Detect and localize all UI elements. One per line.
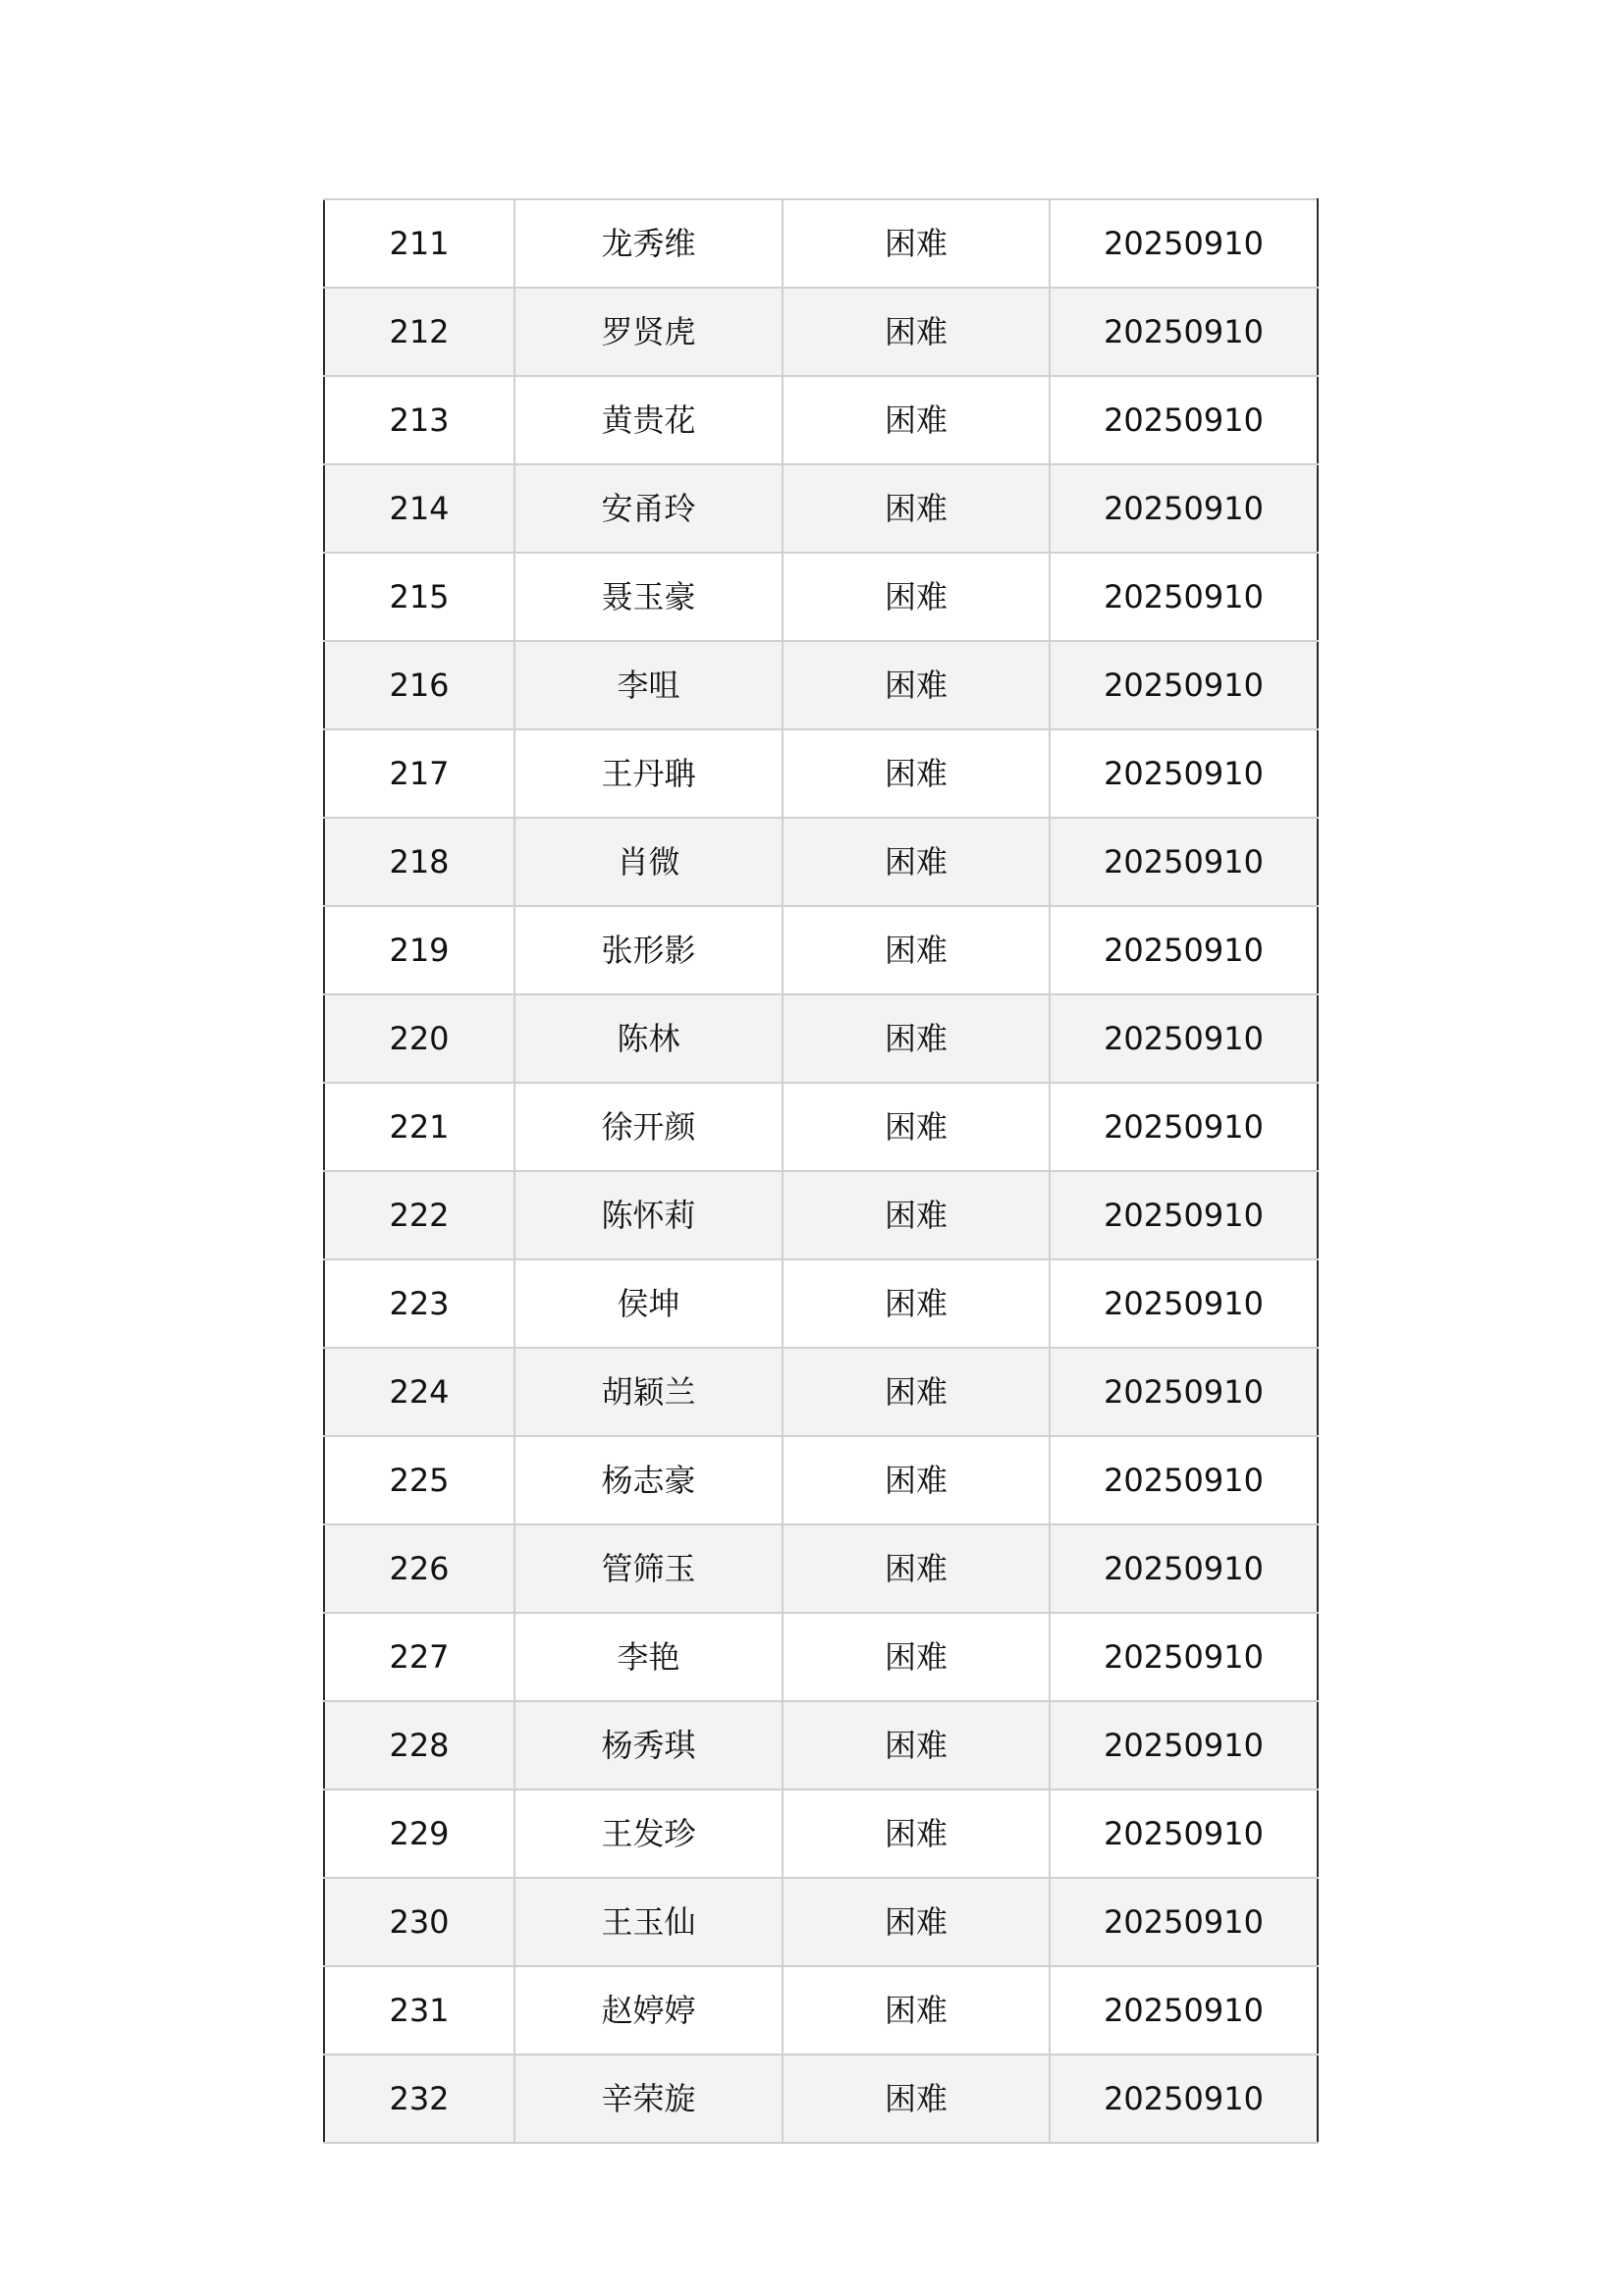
person-name: 王发珍 — [514, 1789, 783, 1878]
row-number: 224 — [324, 1348, 514, 1436]
person-name: 龙秀维 — [514, 199, 783, 288]
category: 困难 — [783, 1524, 1050, 1613]
person-name: 张形影 — [514, 906, 783, 994]
category: 困难 — [783, 1259, 1050, 1348]
date: 20250910 — [1050, 1966, 1318, 2055]
person-name: 罗贤虎 — [514, 288, 783, 376]
person-name: 李咀 — [514, 641, 783, 729]
date: 20250910 — [1050, 1083, 1318, 1171]
category: 困难 — [783, 376, 1050, 464]
table-row — [324, 641, 1318, 729]
category: 困难 — [783, 906, 1050, 994]
date: 20250910 — [1050, 1436, 1318, 1524]
date: 20250910 — [1050, 994, 1318, 1083]
person-name: 黄贵花 — [514, 376, 783, 464]
table-row — [324, 1348, 1318, 1436]
row-number: 225 — [324, 1436, 514, 1524]
category: 困难 — [783, 2055, 1050, 2143]
date: 20250910 — [1050, 1613, 1318, 1701]
table-row — [324, 553, 1318, 641]
person-name: 杨志豪 — [514, 1436, 783, 1524]
row-number: 227 — [324, 1613, 514, 1701]
row-number: 215 — [324, 553, 514, 641]
person-name: 管筛玉 — [514, 1524, 783, 1613]
date: 20250910 — [1050, 818, 1318, 906]
person-name: 杨秀琪 — [514, 1701, 783, 1789]
table-row — [324, 288, 1318, 376]
row-number: 228 — [324, 1701, 514, 1789]
table-row — [324, 1171, 1318, 1259]
date: 20250910 — [1050, 1171, 1318, 1259]
person-name: 徐开颜 — [514, 1083, 783, 1171]
category: 困难 — [783, 729, 1050, 818]
category: 困难 — [783, 818, 1050, 906]
person-name: 肖微 — [514, 818, 783, 906]
category: 困难 — [783, 641, 1050, 729]
row-number: 217 — [324, 729, 514, 818]
table-row — [324, 1701, 1318, 1789]
date: 20250910 — [1050, 641, 1318, 729]
table-row — [324, 2055, 1318, 2143]
table-row — [324, 1613, 1318, 1701]
date: 20250910 — [1050, 1878, 1318, 1966]
row-number: 212 — [324, 288, 514, 376]
row-number: 211 — [324, 199, 514, 288]
category: 困难 — [783, 464, 1050, 553]
person-name: 王丹聃 — [514, 729, 783, 818]
table-row — [324, 376, 1318, 464]
category: 困难 — [783, 1789, 1050, 1878]
roster-table — [323, 198, 1319, 2144]
table-row — [324, 1083, 1318, 1171]
table-row — [324, 1524, 1318, 1613]
category: 困难 — [783, 288, 1050, 376]
date: 20250910 — [1050, 1701, 1318, 1789]
category: 困难 — [783, 1966, 1050, 2055]
category: 困难 — [783, 1171, 1050, 1259]
row-number: 214 — [324, 464, 514, 553]
table-row — [324, 1789, 1318, 1878]
category: 困难 — [783, 1701, 1050, 1789]
category: 困难 — [783, 1613, 1050, 1701]
date: 20250910 — [1050, 1259, 1318, 1348]
date: 20250910 — [1050, 729, 1318, 818]
person-name: 王玉仙 — [514, 1878, 783, 1966]
table-row — [324, 994, 1318, 1083]
date: 20250910 — [1050, 1524, 1318, 1613]
date: 20250910 — [1050, 464, 1318, 553]
table-row — [324, 199, 1318, 288]
date: 20250910 — [1050, 288, 1318, 376]
table-row — [324, 1436, 1318, 1524]
row-number: 216 — [324, 641, 514, 729]
row-number: 220 — [324, 994, 514, 1083]
category: 困难 — [783, 994, 1050, 1083]
date: 20250910 — [1050, 376, 1318, 464]
row-number: 222 — [324, 1171, 514, 1259]
row-number: 231 — [324, 1966, 514, 2055]
row-number: 232 — [324, 2055, 514, 2143]
person-name: 安甬玲 — [514, 464, 783, 553]
table-row — [324, 906, 1318, 994]
row-number: 213 — [324, 376, 514, 464]
row-number: 218 — [324, 818, 514, 906]
table-row — [324, 1878, 1318, 1966]
date: 20250910 — [1050, 2055, 1318, 2143]
row-number: 226 — [324, 1524, 514, 1613]
date: 20250910 — [1050, 1348, 1318, 1436]
category: 困难 — [783, 1878, 1050, 1966]
table-row — [324, 1259, 1318, 1348]
category: 困难 — [783, 553, 1050, 641]
person-name: 聂玉豪 — [514, 553, 783, 641]
date: 20250910 — [1050, 906, 1318, 994]
row-number: 219 — [324, 906, 514, 994]
row-number: 221 — [324, 1083, 514, 1171]
table-row — [324, 1966, 1318, 2055]
table-row — [324, 818, 1318, 906]
person-name: 胡颖兰 — [514, 1348, 783, 1436]
person-name: 赵婷婷 — [514, 1966, 783, 2055]
category: 困难 — [783, 1436, 1050, 1524]
row-number: 230 — [324, 1878, 514, 1966]
person-name: 侯坤 — [514, 1259, 783, 1348]
date: 20250910 — [1050, 199, 1318, 288]
row-number: 229 — [324, 1789, 514, 1878]
row-number: 223 — [324, 1259, 514, 1348]
person-name: 李艳 — [514, 1613, 783, 1701]
date: 20250910 — [1050, 1789, 1318, 1878]
person-name: 陈林 — [514, 994, 783, 1083]
category: 困难 — [783, 1083, 1050, 1171]
category: 困难 — [783, 1348, 1050, 1436]
person-name: 陈怀莉 — [514, 1171, 783, 1259]
table-row — [324, 464, 1318, 553]
person-name: 辛荣旋 — [514, 2055, 783, 2143]
table-row — [324, 729, 1318, 818]
category: 困难 — [783, 199, 1050, 288]
date: 20250910 — [1050, 553, 1318, 641]
